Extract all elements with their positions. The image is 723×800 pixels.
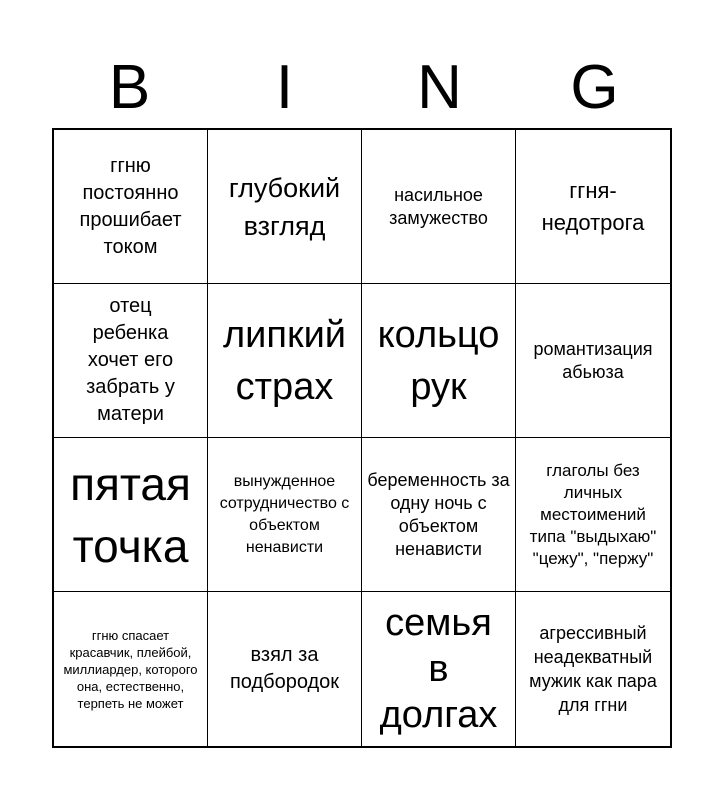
bingo-header — [52, 52, 672, 124]
bingo-cell-r3c3[interactable]: беременность за одну ночь с объектом ненависти — [362, 438, 516, 592]
bingo-cell-r1c1[interactable]: ггню постоянно прошибает током — [54, 130, 208, 284]
bingo-grid — [52, 128, 672, 748]
bingo-cell-r4c3[interactable]: семья в долгах — [362, 592, 516, 746]
bingo-cell-r2c3[interactable]: кольцо рук — [362, 284, 516, 438]
bingo-cell-r4c4[interactable]: агрессивный неадекватный мужик как пара для ггни — [529, 623, 657, 715]
header-letter-b: B — [108, 53, 151, 122]
bingo-cell-r1c4[interactable]: ггня-недотрога — [516, 130, 670, 284]
header-letter-g: G — [570, 53, 619, 122]
bingo-cell-r3c2[interactable]: вынужденное сотрудничество с объектом ненависти — [208, 438, 362, 592]
header-letter-n: N — [417, 53, 462, 122]
header-letter-i: I — [275, 53, 294, 122]
bingo-cell-r3c1[interactable]: пятая точка — [54, 438, 208, 592]
bingo-cell-r2c2[interactable]: липкий страх — [208, 284, 362, 438]
bingo-cell-r2c4[interactable]: романтизация абьюза — [516, 284, 670, 438]
bingo-cell-r4c1[interactable]: ггню спасает красавчик, плейбой, миллиардер, которого она, естественно, терпеть не может — [54, 592, 208, 746]
bingo-cell-r3c4[interactable]: глаголы без личных местоимений типа "выдыхаю" "цежу", "пержу" — [516, 438, 670, 592]
bingo-cell-r2c1[interactable]: отец ребенка хочет его забрать у матери — [54, 284, 208, 438]
bingo-cell-r1c2[interactable]: глубокий взгляд — [208, 130, 362, 284]
bingo-cell-r1c3[interactable]: насильное замужество — [362, 130, 516, 284]
bingo-cell-r4c2[interactable]: взял за подбородок — [208, 592, 362, 746]
